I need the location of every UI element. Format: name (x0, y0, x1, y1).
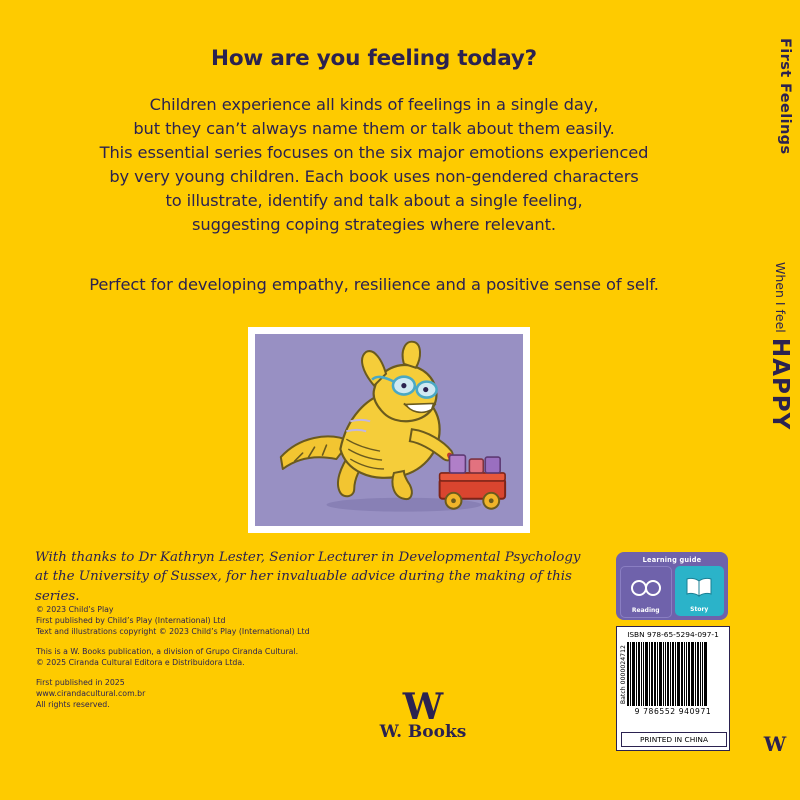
open-book-icon (684, 576, 714, 598)
publisher-name: W. Books (379, 722, 467, 743)
blurb-line: This essential series focuses on the six major emotions experienced (99, 142, 649, 162)
spine-title-small: When I feel (773, 262, 788, 333)
blurb-paragraph (40, 93, 708, 237)
publisher-mark: W (402, 686, 444, 728)
acknowledgement-text: With thanks to Dr Kathryn Lester, Senior Lecturer in Developmental Psychology at the University of Sussex, for her invaluable advice during the making of this series. (35, 550, 581, 604)
spine-title-big: HAPPY (767, 337, 793, 431)
publisher-logo (363, 686, 483, 743)
blurb-tagline: Perfect for developing empathy, resilience and a positive sense of self. (89, 275, 659, 294)
blurb-line: by very young children. Each book uses non-gendered characters (109, 166, 639, 186)
illustration-frame (248, 327, 530, 533)
isbn-text: ISBN 978-65-5294-097-1 (627, 630, 719, 639)
learning-guide-label: Reading (631, 607, 660, 614)
spine-title (762, 262, 792, 430)
batch-number: Batch 0000024712 (620, 645, 627, 705)
learning-guide-cells (616, 564, 728, 618)
page-title: How are you feeling today? (211, 46, 537, 71)
barcode-bars (627, 642, 719, 706)
learning-guide-title: Learning guide (642, 556, 702, 564)
spine-publisher-mark: W (763, 732, 787, 756)
blurb-line: but they can’t always name them or talk about them easily. (133, 118, 615, 138)
learning-guide-label: Story (690, 606, 709, 613)
ean-digits: 9 786552 940971 (634, 707, 712, 716)
copyright-paragraph: First published in 2025 www.cirandacultural.com.br All rights reserved. (36, 678, 146, 710)
glasses-icon (629, 579, 663, 597)
barcode-block (616, 626, 730, 751)
spine-series-name: First Feelings (777, 38, 793, 155)
learning-guide-cell-story (675, 566, 725, 616)
learning-guide-badge (616, 552, 728, 620)
blurb-line: Children experience all kinds of feelings in a single day, (149, 95, 599, 114)
book-spine (748, 0, 800, 800)
blurb-line: suggesting coping strategies where relevant. (192, 214, 556, 234)
learning-guide-cell-reading (620, 566, 672, 618)
printed-in-text: PRINTED IN CHINA (621, 732, 727, 747)
copyright-paragraph: © 2023 Child’s Play First published by Child’s Play (International) Ltd Text and illustrations copyright © 2023 Child’s Play (International) Ltd (36, 605, 310, 637)
blurb-line: to illustrate, identify and talk about a single feeling, (165, 190, 583, 210)
copyright-block (36, 604, 366, 711)
copyright-paragraph: This is a W. Books publication, a division of Grupo Ciranda Cultural. © 2025 Ciranda Cultural Editora e Distribuidora Ltda. (36, 647, 299, 668)
dinosaur-with-wagon-illustration (255, 334, 523, 527)
